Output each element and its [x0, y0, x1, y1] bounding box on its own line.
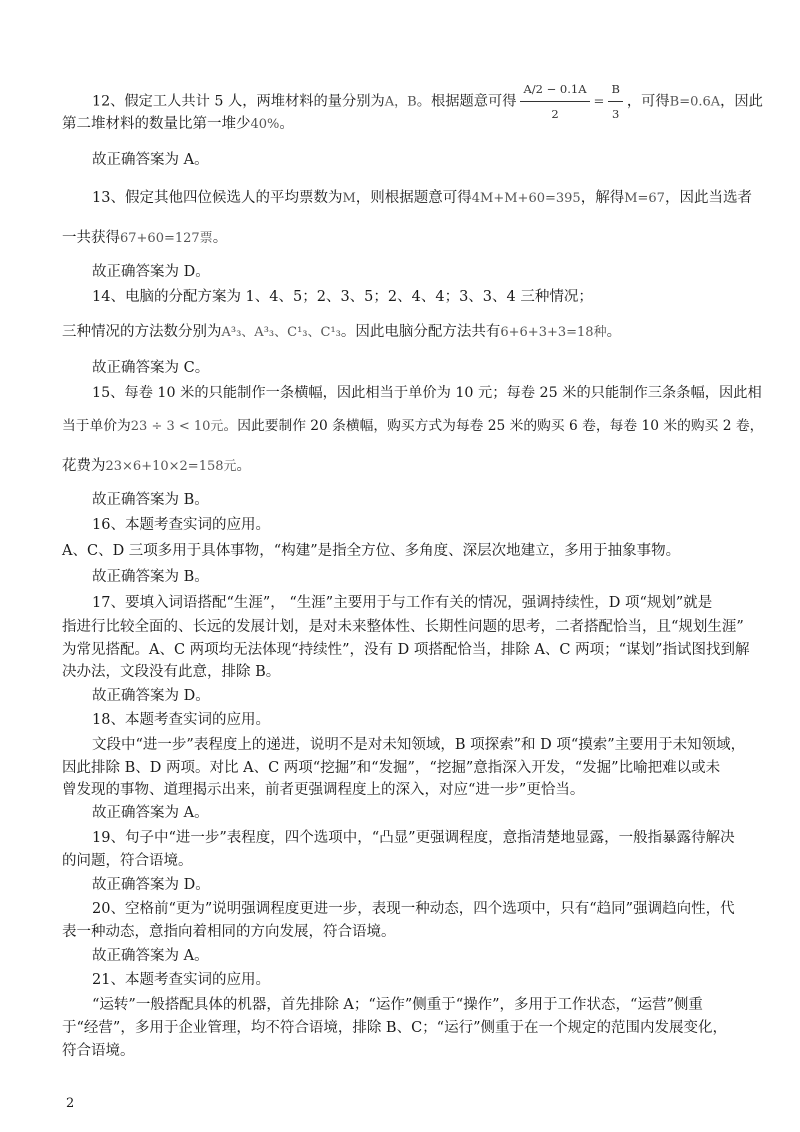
- q12-percent: 40%: [250, 117, 280, 132]
- q15-line2: 当于单价为23 ÷ 3 < 10元。因此要制作 20 条横幅，购买方式为每卷 25 米的购买 6 卷，每卷 10 米的购买 2 卷，: [62, 418, 764, 434]
- q12-fraction-2: $\frac{B}{3}$: [608, 79, 622, 124]
- q17-line1: 17、要填入词语搭配“生涯”， “生涯”主要用于与工作有关的情况，强调持续性，D 项“规划”就是: [92, 595, 713, 611]
- q21-line2: “运转”一般搭配具体的机器，首先排除 A；“运作”侧重于“操作”，多用于工作状态，“运营”侧重: [92, 997, 703, 1013]
- q12-result: B=0.6A: [669, 94, 721, 110]
- answer-14: 故正确答案为 C。: [92, 360, 210, 376]
- q12-line1: 12、假定工人共计 5 人，两堆材料的量分别为A，B。根据题意可得 $\frac{A/2 - 0.1A}{2}$ = $\frac{B}{3}$ ，可得B=0.6A，因此: [92, 79, 763, 124]
- q19-line1: 19、句子中“进一步”表程度，四个选项中，“凸显”更强调程度，意指清楚地显露，一般指暴露待解决: [92, 830, 735, 846]
- q14-ways: A³₃、A³₃、C¹₃、C¹₃: [221, 325, 341, 340]
- q17-line3: 为常见搭配。A、C 两项均无法体现“持续性”，没有 D 项搭配恰当，排除 A、C 两项；“谋划”指试图找到解: [62, 642, 750, 658]
- q18-line4: 曾发现的事物、道理揭示出来，前者更强调程度上的深入，对应“进一步”更恰当。: [62, 782, 585, 798]
- q15-cost: 23×6+10×2=158元: [105, 459, 237, 474]
- q14-sum: 6+6+3+3=18种: [500, 325, 607, 340]
- q16-line1: 16、本题考查实词的应用。: [92, 517, 270, 533]
- q18-line2: 文段中“进一步”表程度上的递进，说明不是对未知领域，B 项探索”和 D 项“摸索”主要用于未知领域，: [92, 737, 746, 753]
- q14-line1: 14、电脑的分配方案为 1、4、5；2、3、5；2、4、4；3、3、4 三种情况；: [92, 289, 593, 305]
- q21-line1: 21、本题考查实词的应用。: [92, 972, 270, 988]
- answer-15: 故正确答案为 B。: [92, 492, 209, 508]
- q21-line3: 于“经营”，多用于企业管理，均不符合语境，排除 B、C；“运行”侧重于在一个规定的范围内发展变化，: [62, 1020, 728, 1036]
- q12-vars: A，B: [384, 94, 417, 110]
- answer-19: 故正确答案为 D。: [92, 877, 210, 893]
- q18-line3: 因此排除 B、D 两项。对比 A、C 两项“挖掘”和“发掘”，“挖掘”意指深入开发，“发掘”比喻把难以或未: [62, 760, 721, 776]
- q15-unit-price: 23 ÷ 3 < 10元: [130, 419, 224, 434]
- q19-line2: 的问题，符合语境。: [62, 853, 193, 869]
- q20-line2: 表一种动态，意指向着相同的方向发展，符合语境。: [62, 924, 396, 940]
- q13-equation: 4M+M+60=395: [471, 191, 581, 206]
- q20-line1: 20、空格前“更为”说明强调程度更进一步，表现一种动态，四个选项中，只有“趋同”强调趋向性，代: [92, 901, 735, 917]
- q17-line2: 指进行比较全面的、长远的发展计划，是对未来整体性、长期性问题的思考，二者搭配恰当，且“规划生涯”: [62, 619, 744, 635]
- q13-result: M=67: [624, 191, 665, 206]
- q17-line4: 决办法，文段没有此意，排除 B。: [62, 664, 281, 680]
- q13-line2: 一共获得67+60=127票。: [62, 230, 228, 246]
- q12-text-a: 12、假定工人共计 5 人，两堆材料的量分别为: [92, 93, 385, 110]
- q12-line2: 第二堆材料的数量比第一堆少40%。: [62, 116, 294, 132]
- answer-18: 故正确答案为 A。: [92, 805, 209, 821]
- q13-total: 67+60=127票: [120, 231, 213, 246]
- q12-fraction-1: $\frac{A/2 - 0.1A}{2}$: [520, 79, 589, 124]
- q15-line1: 15、每卷 10 米的只能制作一条横幅，因此相当于单价为 10 元；每卷 25 米的只能制作三条条幅，因此相: [92, 385, 762, 401]
- answer-16: 故正确答案为 B。: [92, 569, 209, 585]
- answer-17: 故正确答案为 D。: [92, 688, 210, 704]
- q18-line1: 18、本题考查实词的应用。: [92, 712, 270, 728]
- q16-line2: A、C、D 三项多用于具体事物，“构建”是指全方位、多角度、深层次地建立，多用于抽象事物。: [62, 543, 681, 559]
- q13-line1: 13、假定其他四位候选人的平均票数为M，则根据题意可得4M+M+60=395，解得M=67，因此当选者: [92, 190, 752, 206]
- answer-13: 故正确答案为 D。: [92, 264, 210, 280]
- answer-20: 故正确答案为 A。: [92, 948, 209, 964]
- q14-line2: 三种情况的方法数分别为A³₃、A³₃、C¹₃、C¹₃。因此电脑分配方法共有6+6+3+3=18种。: [62, 324, 622, 340]
- q12-text-b: 。根据题意可得: [416, 93, 517, 110]
- page-number: 2: [66, 1096, 75, 1111]
- answer-12: 故正确答案为 A。: [92, 152, 209, 168]
- q15-line3: 花费为23×6+10×2=158元。: [62, 458, 252, 474]
- q21-line4: 符合语境。: [62, 1043, 135, 1059]
